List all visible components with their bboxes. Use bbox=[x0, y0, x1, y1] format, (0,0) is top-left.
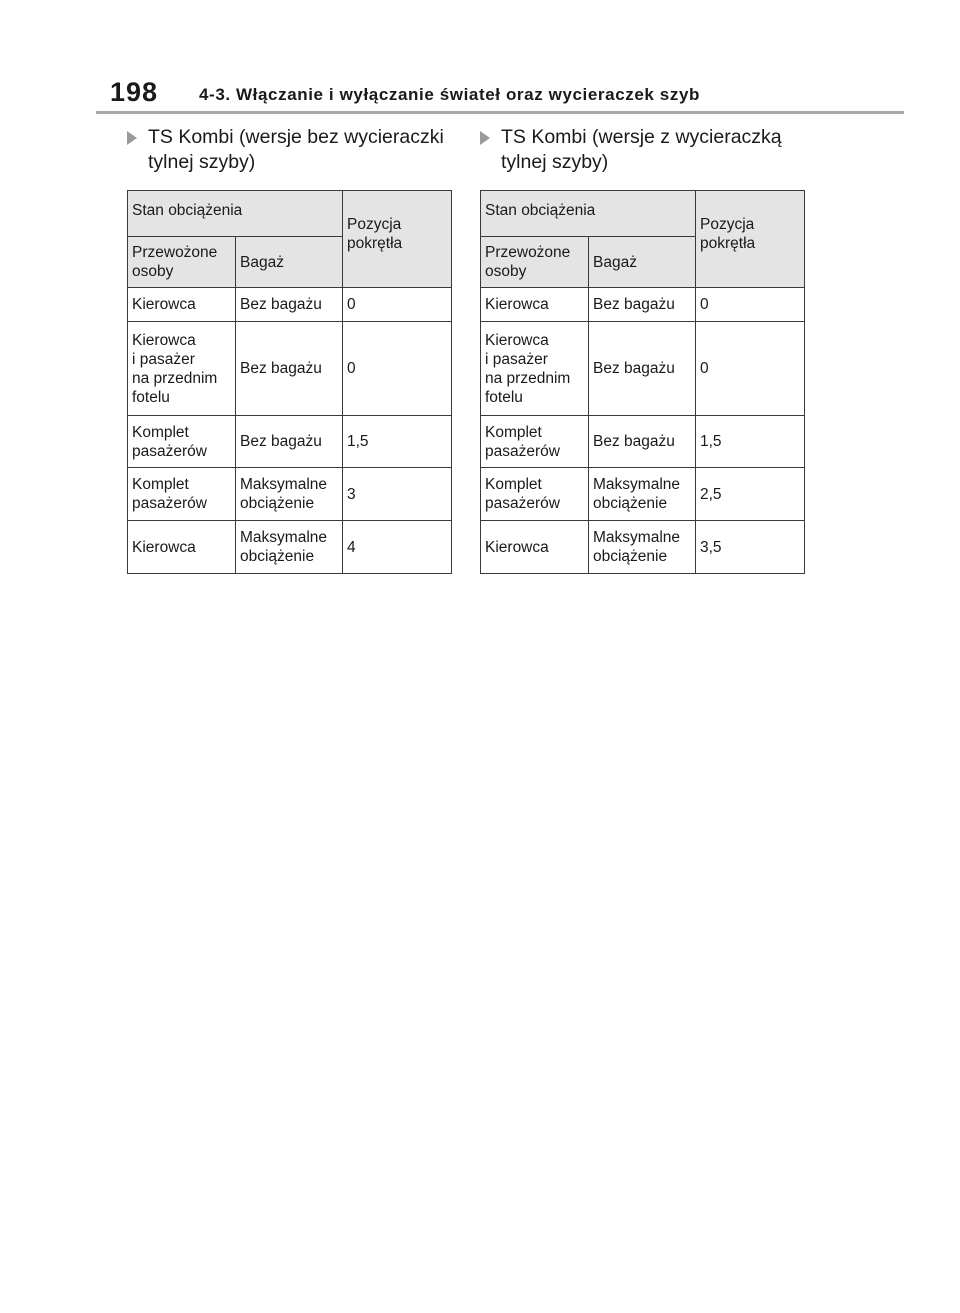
cell-luggage: Bez bagażu bbox=[236, 288, 343, 322]
cell-luggage: Maksymalne obciążenie bbox=[589, 468, 696, 521]
table-row bbox=[128, 416, 452, 468]
variant-heading bbox=[480, 125, 810, 175]
cell-luggage: Bez bagażu bbox=[236, 322, 343, 416]
table-row bbox=[128, 322, 452, 416]
cell-luggage: Bez bagażu bbox=[589, 322, 696, 416]
load-table bbox=[127, 190, 452, 574]
cell-passengers: Komplet pasażerów bbox=[128, 468, 236, 521]
cell-passengers: Kierowca bbox=[128, 288, 236, 322]
table-row bbox=[481, 521, 805, 574]
cell-luggage: Maksymalne obciążenie bbox=[589, 521, 696, 574]
header-divider bbox=[96, 111, 904, 114]
cell-passengers: Kierowca bbox=[481, 288, 589, 322]
header-passengers: Przewożone osoby bbox=[481, 237, 589, 288]
cell-position: 0 bbox=[343, 322, 452, 416]
cell-passengers: Komplet pasażerów bbox=[128, 416, 236, 468]
triangle-bullet-icon bbox=[127, 131, 137, 145]
cell-position: 0 bbox=[696, 288, 805, 322]
header-passengers: Przewożone osoby bbox=[128, 237, 236, 288]
variant-heading-line1: TS Kombi (wersje bez wycieraczki bbox=[148, 126, 444, 148]
page-header bbox=[0, 0, 960, 118]
variant-heading-line2: tylnej szyby) bbox=[501, 151, 609, 173]
cell-luggage: Maksymalne obciążenie bbox=[236, 521, 343, 574]
cell-luggage: Bez bagażu bbox=[589, 288, 696, 322]
cell-luggage: Bez bagażu bbox=[236, 416, 343, 468]
page-number: 198 bbox=[110, 77, 159, 107]
variant-heading bbox=[127, 125, 457, 175]
cell-position: 1,5 bbox=[343, 416, 452, 468]
section-title: 4-3. Włączanie i wyłączanie świateł oraz wycieraczek szyb bbox=[199, 85, 700, 104]
triangle-bullet-icon bbox=[480, 131, 490, 145]
variant-heading-line2: tylnej szyby) bbox=[148, 151, 256, 173]
variant-heading-line1: TS Kombi (wersje z wycieraczką bbox=[501, 126, 782, 148]
cell-position: 4 bbox=[343, 521, 452, 574]
cell-luggage: Maksymalne obciążenie bbox=[236, 468, 343, 521]
cell-passengers: Kierowca i pasażer na przednim fotelu bbox=[481, 322, 589, 416]
table-row bbox=[128, 468, 452, 521]
header-luggage: Bagaż bbox=[236, 237, 343, 288]
header-load-state: Stan obciążenia bbox=[481, 191, 696, 237]
cell-passengers: Kierowca bbox=[128, 521, 236, 574]
header-knob-position: Pozycja pokrętła bbox=[343, 191, 452, 288]
cell-passengers: Kierowca i pasażer na przednim fotelu bbox=[128, 322, 236, 416]
cell-passengers: Kierowca bbox=[481, 521, 589, 574]
cell-position: 3,5 bbox=[696, 521, 805, 574]
table-row bbox=[481, 322, 805, 416]
load-table bbox=[480, 190, 805, 574]
cell-passengers: Komplet pasażerów bbox=[481, 468, 589, 521]
cell-position: 3 bbox=[343, 468, 452, 521]
table-row bbox=[128, 521, 452, 574]
table-row bbox=[128, 288, 452, 322]
header-knob-position: Pozycja pokrętła bbox=[696, 191, 805, 288]
cell-passengers: Komplet pasażerów bbox=[481, 416, 589, 468]
header-luggage: Bagaż bbox=[589, 237, 696, 288]
table-row bbox=[481, 416, 805, 468]
cell-luggage: Bez bagażu bbox=[589, 416, 696, 468]
table-row bbox=[481, 468, 805, 521]
cell-position: 0 bbox=[696, 322, 805, 416]
cell-position: 0 bbox=[343, 288, 452, 322]
header-load-state: Stan obciążenia bbox=[128, 191, 343, 237]
table-row bbox=[481, 288, 805, 322]
cell-position: 1,5 bbox=[696, 416, 805, 468]
cell-position: 2,5 bbox=[696, 468, 805, 521]
